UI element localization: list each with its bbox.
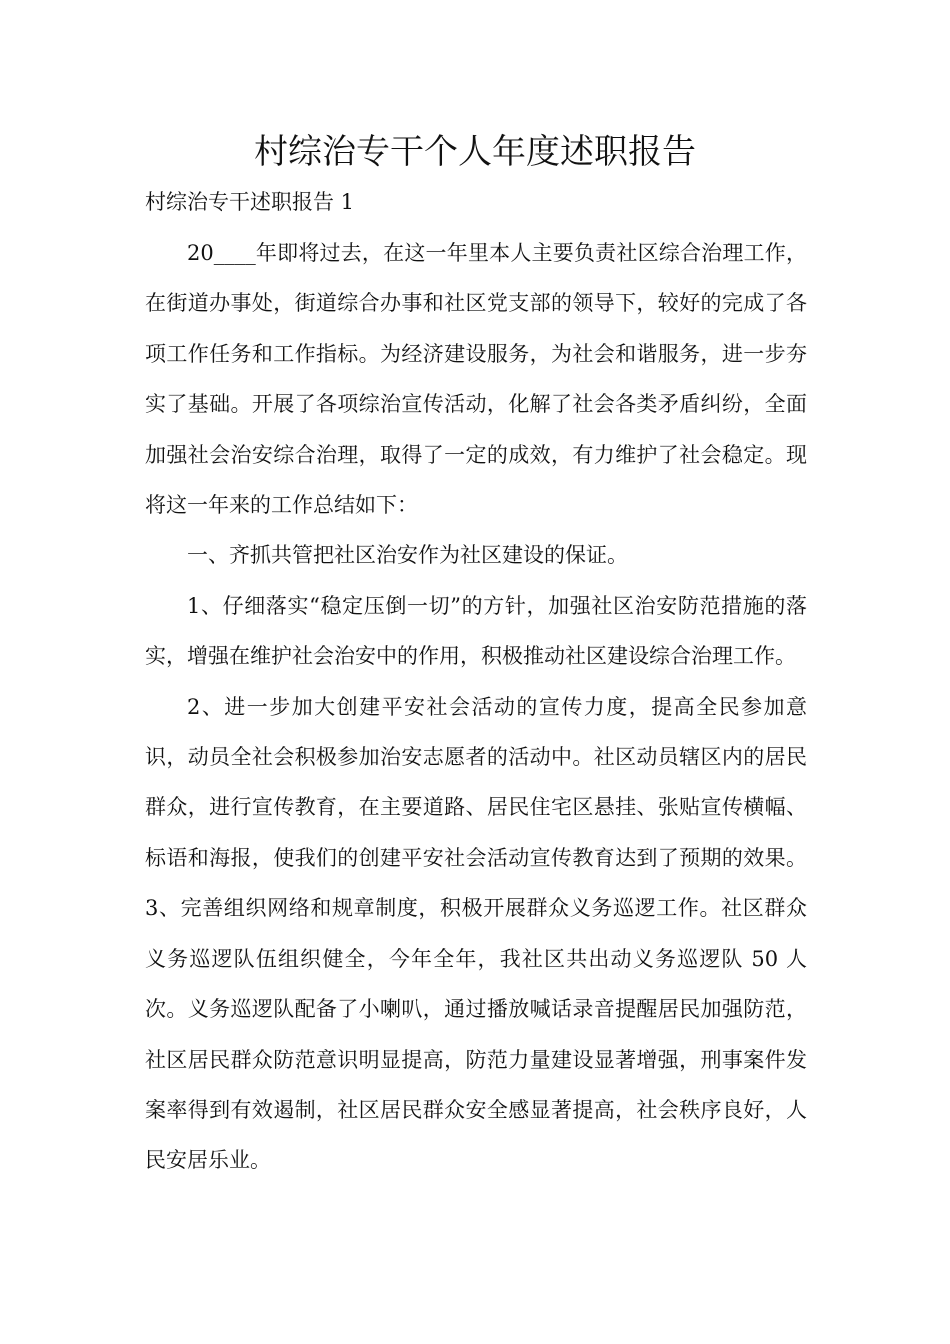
document-body: [145, 228, 807, 1186]
paragraph-item-2: 2、进一步加大创建平安社会活动的宣传力度，提高全民参加意识，动员全社会积极参加治安志愿者的活动中。社区动员辖区内的居民群众，进行宣传教育，在主要道路、居民住宅区悬挂、张贴宣传横幅、标语和海报，使我们的创建平安社会活动宣传教育达到了预期的效果。3、完善组织网络和规章制度，积极开展群众义务巡逻工作。社区群众义务巡逻队伍组织健全，今年全年，我社区共出动义务巡逻队 50 人次。义务巡逻队配备了小喇叭，通过播放喊话录音提醒居民加强防范，社区居民群众防范意识明显提高，防范力量建设显著增强，刑事案件发案率得到有效遏制，社区居民群众安全感显著提高，社会秩序良好，人民安居乐业。: [145, 694, 807, 1173]
paragraph-section-heading: 一、齐抓共管把社区治安作为社区建设的保证。: [187, 543, 628, 568]
document-title: 村综治专干个人年度述职报告: [254, 132, 696, 172]
document-subtitle: 村综治专干述职报告 1: [145, 190, 355, 214]
paragraph-intro: 20____年即将过去，在这一年里本人主要负责社区综合治理工作，在街道办事处，街道综合办事和社区党支部的领导下，较好的完成了各项工作任务和工作指标。为经济建设服务，为社会和谐服务，进一步夯实了基础。开展了各项综治宣传活动，化解了社会各类矛盾纠纷，全面加强社会治安综合治理，取得了一定的成效，有力维护了社会稳定。现将这一年来的工作总结如下：: [145, 241, 807, 518]
paragraph-item-1: 1、仔细落实“稳定压倒一切”的方针，加强社区治安防范措施的落实，增强在维护社会治安中的作用，积极推动社区建设综合治理工作。: [145, 593, 807, 669]
